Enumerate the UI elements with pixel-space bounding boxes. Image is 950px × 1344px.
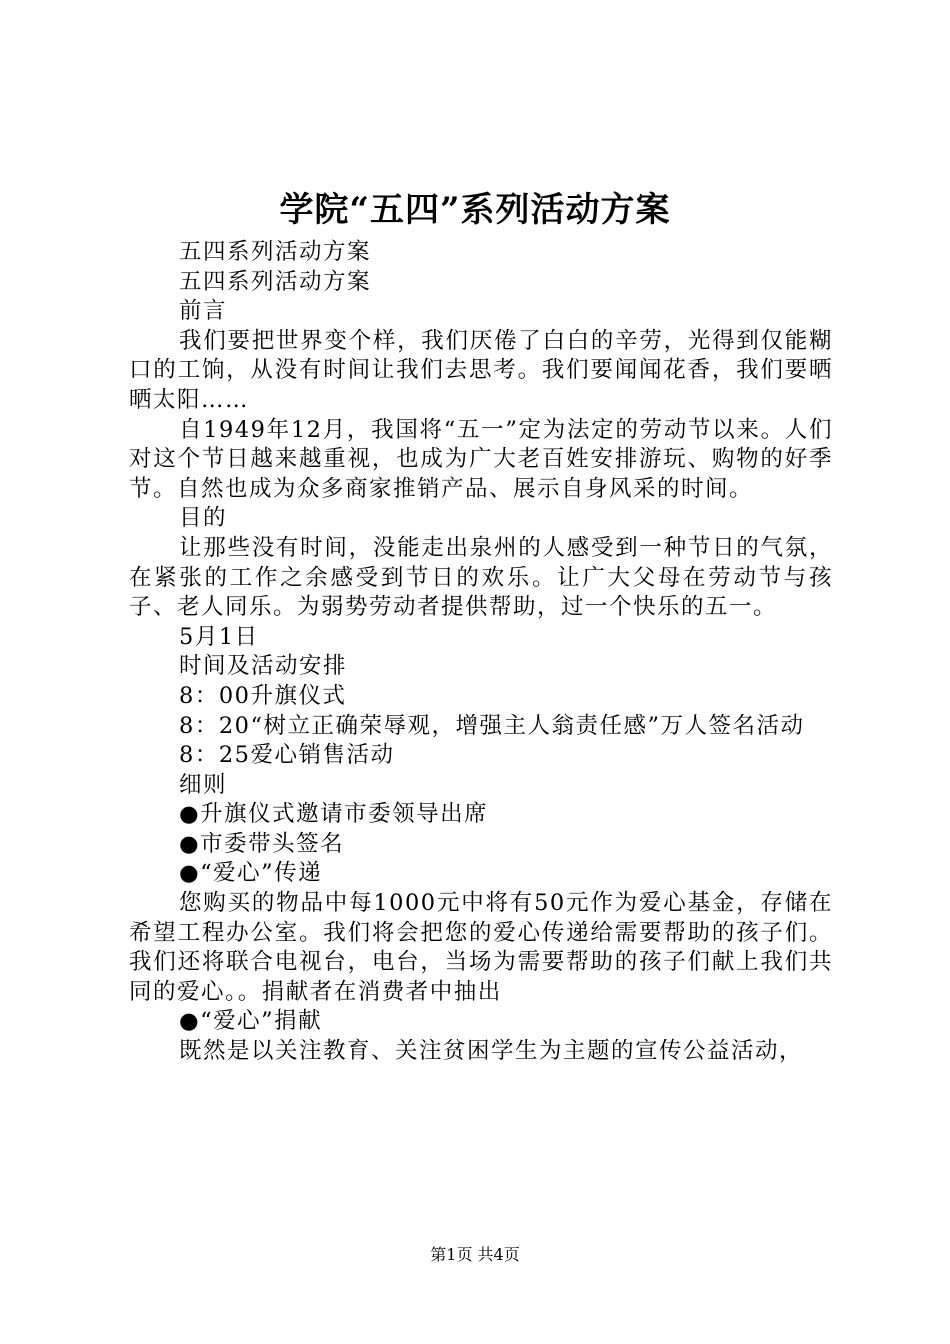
page-footer: 第1页 共4页 (430, 1245, 520, 1264)
paragraph-donation-text: 既然是以关注教育、关注贫困学生为主题的宣传公益活动， (179, 1038, 804, 1065)
heading-purpose: 目的 (179, 505, 228, 532)
detail-item-leaders: ●升旗仪式邀请市委领导出席 (179, 801, 489, 828)
heading-details: 细则 (179, 771, 228, 798)
paragraph-history: 自1949年12月，我国将“五一”定为法定的劳动节以来。人们对这个节日越来越重视，也成为广大老百姓安排游玩、购物的好季节。自然也成为众多商家推销产品、展示自身风采的时间。 (129, 416, 833, 502)
paragraph-love-fund: 您购买的物品中每1000元中将有50元作为爱心基金，存储在希望工程办公室。我们将会把您的爱心传递给需要帮助的孩子们。我们还将联合电视台，电台，当场为需要帮助的孩子们献上我们共同的爱心。。捐献者在消费者中抽出 (129, 890, 833, 1005)
paragraph-purpose: 让那些没有时间，没能走出泉州的人感受到一种节日的气氛，在紧张的工作之余感受到节日的欢乐。让广大父母在劳动节与孩子、老人同乐。为弱势劳动者提供帮助，过一个快乐的五一。 (129, 534, 833, 621)
heading-schedule: 时间及活动安排 (179, 653, 348, 680)
schedule-item-signing: 8：20“树立正确荣辱观，增强主人翁责任感”万人签名活动 (179, 712, 805, 739)
paragraph-subtitle-repeat: 五四系列活动方案 (179, 268, 372, 295)
schedule-item-flag-raising: 8：00升旗仪式 (179, 682, 347, 709)
detail-item-love-donation: ●“爱心”捐献 (179, 1008, 323, 1035)
detail-item-love-relay: ●“爱心”传递 (179, 860, 323, 887)
paragraph-subtitle: 五四系列活动方案 (179, 239, 372, 265)
document-title: 学院“五四”系列活动方案 (279, 190, 671, 230)
paragraph-date: 5月1日 (179, 623, 259, 650)
heading-preface: 前言 (179, 298, 228, 325)
schedule-item-charity-sale: 8：25爱心销售活动 (179, 742, 395, 769)
detail-item-signing: ●市委带头签名 (179, 830, 345, 857)
paragraph-preface-text: 我们要把世界变个样，我们厌倦了白白的辛劳，光得到仅能糊口的工饷，从没有时间让我们去思考。我们要闻闻花香，我们要晒晒太阳…… (129, 327, 833, 413)
document-body (129, 238, 833, 1067)
